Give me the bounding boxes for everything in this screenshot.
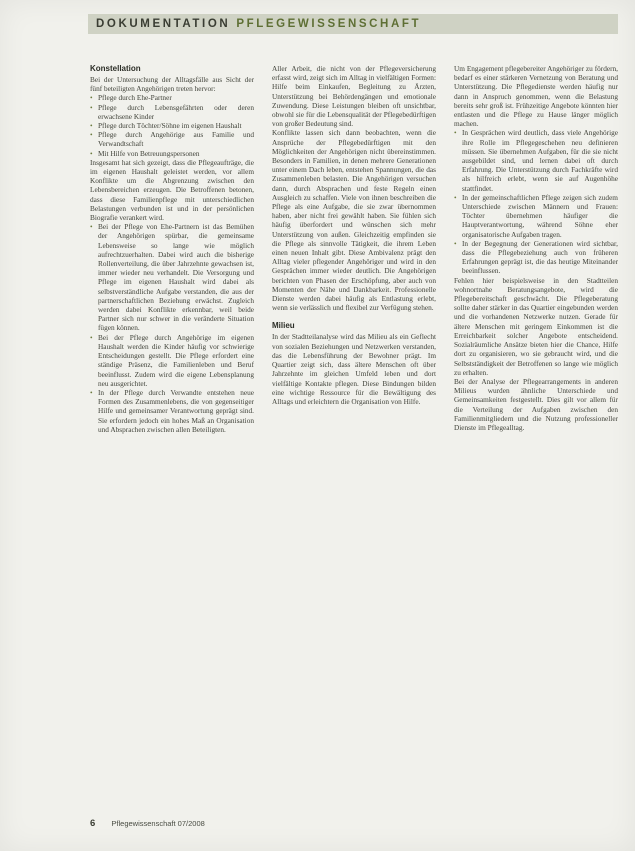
list-item: • In Gesprächen wird deutlich, dass viele Angehörige ihre Rolle im Pflegegeschehen neu definieren müssen. Sie übernehmen Aufgaben, für die sie nicht ausgebildet sind, und lernen dabei oft durch Erfahrung. Die Unterstützung durch Fachkräfte wird als hilfreich erlebt, wenn sie auf Augenhöhe stattfindet. — [454, 128, 618, 192]
list-item: • Pflege durch Töchter/Söhne im eigenen Haushalt — [90, 121, 254, 130]
paragraph: Bei der Analyse der Pflegearrangements in anderen Milieus wurden ähnliche Unterschiede und Gemeinsamkeiten festgestellt. Dies gilt vor allem für die Verteilung der Aufgaben zwischen den Familienmitgliedern und die Nutzung professioneller Dienste im Pflegealltag. — [454, 376, 618, 432]
column-1 — [90, 64, 254, 804]
list-item: • Bei der Pflege von Ehe-Partnern ist das Bemühen der Angehörigen spürbar, die gemeinsame Lebensweise so lange wie möglich aufrechtzuerhalten. Dabei wird auch die bisherige Rollenverteilung, die über Jahrzehnte gewachsen ist, immer wieder neu verhandelt. Die Versorgung und Pflege im eigenen Haushalt wird dabei als selbstverständliche Aufgabe verstanden, die aus der partnerschaftlichen Beziehung erwächst. Zugleich werden dabei Konflikte erkennbar, weil beide Partner sich nur schwer in die veränderte Situation fügen können. — [90, 222, 254, 332]
column-heading: Milieu — [272, 321, 295, 331]
list-item: • Pflege durch Angehörige aus Familie und Verwandtschaft — [90, 130, 254, 148]
list-item: • Mit Hilfe von Betreuungspersonen — [90, 149, 254, 158]
page-number: 6 — [90, 818, 96, 829]
paragraph: Fehlen hier beispielsweise in den Stadtteilen wohnortnahe Beratungsangebote, wird die Pflegebereitschaft geschwächt. Die Pflegeberatung sollte daher stärker in das Quartier eingebunden werden und die vorhandenen Netzwerke nutzen. Gerade für ältere Menschen mit geringem Einkommen ist die Erreichbarkeit solcher Angebote entscheidend. Sozialräumliche Ansätze bieten hier die Chance, Hilfe dort zu organisieren, wo sie gebraucht wird, und die Selbstständigkeit der Betroffenen so lange wie möglich zu erhalten. — [454, 275, 618, 377]
list-item: • Pflege durch Ehe-Partner — [90, 93, 254, 102]
list-item: • Bei der Pflege durch Angehörige im eigenen Haushalt werden die Kinder häufig vor schwierige Entscheidungen gestellt. Die Pflege erfordert eine ständige Präsenz, die Familienleben und Beruf beeinflusst. Zudem wird die eigene Lebensplanung neu ausgerichtet. — [90, 333, 254, 388]
paragraph: Um Engagement pflegebereiter Angehöriger zu fördern, bedarf es einer stärkeren Vernetzung von Beratung und Unterstützung. Die Pflegedienste werden häufig nur dann in Anspruch genommen, wenn die Belastung bereits sehr groß ist. Frühzeitige Angebote könnten hier entlasten und die Pflege zu Hause länger möglich machen. — [454, 64, 618, 129]
list-item: • Pflege durch Lebensgefährten oder deren erwachsene Kinder — [90, 103, 254, 121]
bullet-list — [90, 222, 254, 434]
publication-name: Pflegewissenschaft 07/2008 — [111, 819, 205, 828]
list-item: • In der gemeinschaftlichen Pflege zeigen sich zudem Unterschiede zwischen Männern und Frauen: Töchter übernehmen häufiger die Hauptverantwortung, während Söhne eher organisatorische Aufgaben tragen. — [454, 193, 618, 239]
page-footer — [90, 818, 205, 829]
section-subtitle: PFLEGEWISSENSCHAFT — [236, 18, 422, 30]
paragraph: Insgesamt hat sich gezeigt, dass die Pflegeaufträge, die im eigenen Haushalt geleistet werden, vor allem Konflikte um die Abgrenzung zwischen den Lebensbereichen erzeugen. Die Betroffenen betonen, dass diese Familienpflege mit unterschiedlichen Belastungen verbunden ist und in der persönlichen Biografie verankert wird. — [90, 157, 254, 223]
column-3 — [454, 64, 618, 804]
paragraph: Bei der Untersuchung der Alltagsfälle aus Sicht der fünf beteiligten Angehörigen treten hervor: — [90, 75, 254, 94]
section-title: DOKUMENTATION — [96, 18, 231, 30]
spacer — [272, 312, 436, 321]
list-item: • In der Pflege durch Verwandte entstehen neue Formen des Zusammenlebens, die von gegenseitiger Hilfe und gemeinsamer Verantwortung geprägt sind. Sie erfordern jedoch ein hohes Maß an Organisation und Absprachen zwischen allen Beteiligten. — [90, 388, 254, 434]
section-header — [88, 14, 618, 34]
bullet-list — [90, 93, 254, 157]
column-heading: Konstellation — [90, 64, 141, 73]
list-item: • In der Begegnung der Generationen wird sichtbar, dass die Pflegebeziehung auch von früheren Erfahrungen geprägt ist, die das heutige Miteinander beeinflussen. — [454, 239, 618, 276]
paragraph: Konflikte lassen sich dann beobachten, wenn die Ansprüche der Pflegebedürftigen mit den Möglichkeiten der Angehörigen nicht übereinstimmen. Besonders in Familien, in denen mehrere Generationen unter einem Dach leben, entstehen Spannungen, die das Zusammenleben belasten. Die Angehörigen versuchen dann, durch Absprachen und feste Regeln einen Ausgleich zu schaffen. Viele von ihnen beschreiben die Pflege als eine Aufgabe, die sie zwar übernommen haben, aber nicht frei gewählt haben. Sie fühlen sich häufig überfordert und wünschen sich mehr Unterstützung von außen. Gleichzeitig empfinden sie die Pflege als sinnvolle Tätigkeit, die ihrem Leben einen neuen Inhalt gibt. Diese Ambivalenz prägt den Alltag vieler pflegender Angehöriger und wird in den Gesprächen immer wieder deutlich. Die Angehörigen berichten von Phasen der Erschöpfung, aber auch von Momenten der Nähe und Dankbarkeit. Professionelle Dienste werden dabei häufig als Entlastung erlebt, wenn sie verlässlich und flexibel zur Verfügung stehen. — [272, 128, 436, 313]
article-body — [90, 64, 618, 804]
column-2 — [272, 64, 436, 804]
paragraph: Aller Arbeit, die nicht von der Pflegeversicherung erfasst wird, zeigt sich im Alltag in vielfältigen Formen: Hilfe beim Einkaufen, Begleitung zu Ärzten, Unterstützung bei Behördengängen und emotionale Zuwendung. Diese Leistungen bleiben oft unsichtbar, obwohl sie für die Lebensqualität der Pflegebedürftigen von großer Bedeutung sind. — [272, 64, 436, 129]
bullet-list — [454, 128, 618, 275]
paragraph: In der Stadtteilanalyse wird das Milieu als ein Geflecht von sozialen Beziehungen und Netzwerken verstanden, das die Lebensführung der Bewohner prägt. Im Quartier zeigt sich, dass ältere Menschen oft über Jahrzehnte im gleichen Umfeld leben und dort vielfältige Kontakte pflegen. Diese Bindungen bilden eine wichtige Ressource für die Bewältigung des Alltags und erleichtern die Organisation von Hilfe. — [272, 332, 436, 406]
